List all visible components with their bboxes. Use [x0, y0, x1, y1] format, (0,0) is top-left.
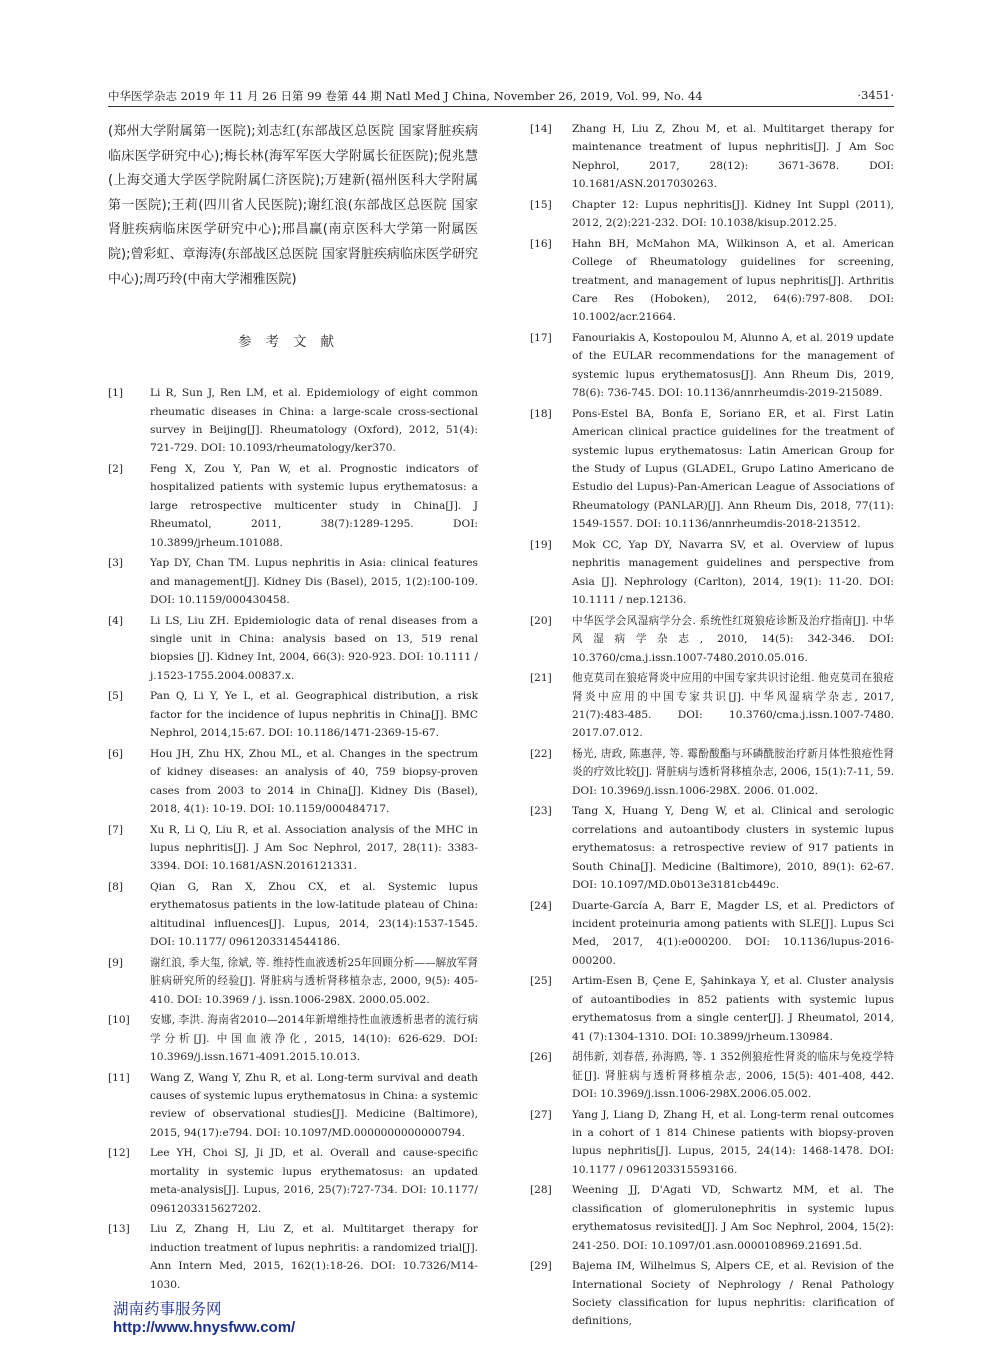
- reference-text: 胡伟新, 刘春蓓, 孙海鸥, 等. 1 352例狼疮性肾炎的临床与免疫学特征[J]. 肾脏病与透析肾移植杂志, 2006, 15(5): 401-408, 442. DOI: 10.3969/j.issn.1006-298X.2006.05.002.: [572, 1051, 894, 1100]
- reference-text: Hou JH, Zhu HX, Zhou ML, et al. Changes in the spectrum of kidney diseases: an analysis of 40, 759 biopsy-proven cases from 2003 to 2014 in China[J]. Kidney Dis (Basel), 2018, 4(1): 10-19. DOI: 10.1159/000484717.: [150, 747, 478, 816]
- reference-text: Hahn BH, McMahon MA, Wilkinson A, et al. American College of Rheumatology guidelines for screening, treatment, and management of lupus nephritis[J]. Arthritis Care Res (Hoboken), 2012, 64(6):797-808. DOI: 10.1002/acr.21664.: [572, 237, 894, 324]
- reference-number: [11]: [108, 1071, 130, 1084]
- left-column: [108, 120, 478, 1296]
- reference-list-right: [530, 120, 894, 1331]
- reference-item: [108, 745, 478, 819]
- reference-number: [16]: [530, 237, 552, 250]
- reference-item: [530, 669, 894, 743]
- reference-item: [530, 1181, 894, 1255]
- reference-number: [9]: [108, 956, 124, 969]
- reference-number: [13]: [108, 1223, 130, 1236]
- reference-item: [108, 1011, 478, 1066]
- reference-number: [19]: [530, 538, 552, 551]
- journal-citation-header: 中华医学杂志 2019 年 11 月 26 日第 99 卷第 44 期 Natl Med J China, November 26, 2019, Vol. 99, No. 44: [108, 89, 703, 103]
- reference-text: 他克莫司在狼疮肾炎中应用的中国专家共识讨论组. 他克莫司在狼疮肾炎中应用的中国专家共识[J]. 中华风湿病学杂志, 2017, 21(7):483-485. DOI: 10.3760/cma.j.issn.1007-7480. 2017.07.012.: [572, 672, 894, 740]
- reference-number: [17]: [530, 332, 552, 345]
- reference-number: [22]: [530, 747, 552, 760]
- reference-text: Wang Z, Wang Y, Zhu R, et al. Long-term survival and death causes of systemic lupus erythematosus in China: a systemic review of observational studies[J]. Medicine (Baltimore), 2015, 94(17):e794. DOI: 10.1097/MD.0000000000000794.: [150, 1071, 478, 1139]
- reference-item: [530, 745, 894, 800]
- reference-list-left: [108, 384, 478, 1294]
- reference-number: [5]: [108, 690, 124, 703]
- reference-number: [23]: [530, 805, 552, 818]
- author-affiliations-text: (郑州大学附属第一医院);刘志红(东部战区总医院 国家肾脏疾病临床医学研究中心);梅长林(海军军医大学附属长征医院);倪兆慧(上海交通大学医学院附属仁济医院);万建新(福州医科大学附属第一医院);王莉(四川省人民医院);谢红浪(东部战区总医院 国家肾脏疾病临床医学研究中心);邢昌赢(南京医科大学第一附属医院);曾彩虹、章海涛(东部战区总医院 国家肾脏疾病临床医学研究中心);周巧玲(中南大学湘雅医院): [108, 124, 478, 287]
- reference-item: [530, 612, 894, 667]
- reference-number: [26]: [530, 1051, 552, 1064]
- reference-text: Zhang H, Liu Z, Zhou M, et al. Multitarget therapy for maintenance treatment of lupus nephritis[J]. J Am Soc Nephrol, 2017, 28(12): 3671-3678. DOI: 10.1681/ASN.2017030263.: [572, 123, 894, 191]
- reference-number: [20]: [530, 614, 552, 627]
- reference-item: [530, 972, 894, 1046]
- reference-text: Feng X, Zou Y, Pan W, et al. Prognostic indicators of hospitalized patients with systemic lupus erythematosus: a large retrospective multicenter study in China[J]. J Rheumatol, 2011, 38(7):1289-1295. DOI: 10.3899/jrheum.101088.: [150, 462, 478, 549]
- right-column: [530, 120, 894, 1333]
- reference-text: 谢红浪, 季大玺, 徐斌, 等. 维持性血液透析25年回顾分析——解放军肾脏病研究所的经验[J]. 肾脏病与透析肾移植杂志, 2000, 9(5): 405-410. DOI: 10.3969 / j. issn.1006-298X. 2000.05.002.: [150, 956, 478, 1006]
- reference-number: [25]: [530, 975, 552, 988]
- reference-item: [108, 954, 478, 1009]
- reference-item: [530, 405, 894, 534]
- reference-item: [530, 196, 894, 233]
- reference-number: [29]: [530, 1260, 552, 1273]
- reference-number: [10]: [108, 1014, 130, 1027]
- reference-text: Liu Z, Zhang H, Liu Z, et al. Multitarget therapy for induction treatment of lupus nephritis: a randomized trial[J]. Ann Intern Med, 2015, 162(1):18-26. DOI: 10.7326/M14-1030.: [150, 1223, 478, 1291]
- reference-number: [7]: [108, 823, 124, 836]
- reference-text: 安娜, 李洪. 海南省2010—2014年新增维持性血液透析患者的流行病学分析[J]. 中国血液净化, 2015, 14(10): 626-629. DOI: 10.3969/j.issn.1671-4091.2015.10.013.: [150, 1014, 478, 1064]
- reference-number: [8]: [108, 881, 124, 894]
- reference-item: [108, 554, 478, 609]
- reference-number: [4]: [108, 614, 124, 627]
- reference-number: [6]: [108, 747, 124, 760]
- reference-text: Lee YH, Choi SJ, Ji JD, et al. Overall and cause-specific mortality in systemic lupus erythematosus: an updated meta-analysis[J]. Lupus, 2016, 25(7):727-734. DOI: 10.1177/ 0961203315627202.: [150, 1147, 478, 1215]
- reference-text: Fanouriakis A, Kostopoulou M, Alunno A, et al. 2019 update of the EULAR recommendations for the management of systemic lupus erythematosus[J]. Ann Rheum Dis, 2019, 78(6): 736-745. DOI: 10.1136/annrheumdis-2019-215089.: [572, 332, 894, 400]
- reference-number: [15]: [530, 198, 552, 211]
- reference-item: [108, 878, 478, 952]
- reference-number: [2]: [108, 462, 124, 475]
- reference-text: 杨光, 唐政, 陈惠萍, 等. 霉酚酸酯与环磷酰胺治疗新月体性狼疮性肾炎的疗效比较[J]. 肾脏病与透析肾移植杂志, 2006, 15(1):7-11, 59. DOI: 10.3969/j.issn.1006-298X. 2006. 01.002.: [572, 747, 894, 797]
- reference-text: Yang J, Liang D, Zhang H, et al. Long-term renal outcomes in a cohort of 1 814 Chinese patients with biopsy-proven lupus nephritis[J]. Lupus, 2015, 24(14): 1468-1478. DOI: 10.1177 / 0961203315593166.: [572, 1108, 894, 1176]
- reference-item: [108, 612, 478, 686]
- reference-text: Chapter 12: Lupus nephritis[J]. Kidney Int Suppl (2011), 2012, 2(2):221-232. DOI: 10.1038/kisup.2012.25.: [572, 198, 894, 230]
- reference-text: Xu R, Li Q, Liu R, et al. Association analysis of the MHC in lupus nephritis[J]. J Am Soc Nephrol, 2017, 28(11): 3383-3394. DOI: 10.1681/ASN.2016121331.: [150, 823, 478, 873]
- reference-number: [27]: [530, 1108, 552, 1121]
- reference-text: Artim-Esen B, Çene E, Şahinkaya Y, et al. Cluster analysis of autoantibodies in 852 patients with systemic lupus erythematosus from a single center[J]. J Rheumatol, 2014, 41 (7):1304-1310. DOI: 10.3899/jrheum.130984.: [572, 975, 894, 1043]
- reference-text: Li LS, Liu ZH. Epidemiologic data of renal diseases from a single unit in China: analysis based on 13, 519 renal biopsies [J]. Kidney Int, 2004, 66(3): 920-923. DOI: 10.1111 / j.1523-1755.2004.00837.x.: [150, 614, 478, 682]
- reference-item: [530, 120, 894, 194]
- reference-item: [530, 329, 894, 403]
- reference-text: Duarte-García A, Barr E, Magder LS, et al. Predictors of incident proteinuria among patients with SLE[J]. Lupus Sci Med, 2017, 4(1):e000200. DOI: 10.1136/lupus-2016-000200.: [572, 899, 894, 967]
- page-number: ·3451·: [857, 88, 894, 102]
- reference-number: [1]: [108, 387, 124, 400]
- reference-item: [530, 802, 894, 894]
- reference-number: [3]: [108, 557, 124, 570]
- reference-item: [108, 1144, 478, 1218]
- reference-number: [24]: [530, 899, 552, 912]
- reference-text: 中华医学会风湿病学分会. 系统性红斑狼疮诊断及治疗指南[J]. 中华风湿病学杂志, 2010, 14(5): 342-346. DOI: 10.3760/cma.j.issn.1007-7480.2010.05.016.: [572, 614, 894, 664]
- site-url-link[interactable]: http://www.hnysfww.com/: [113, 1319, 296, 1336]
- reference-item: [530, 536, 894, 610]
- reference-text: Yap DY, Chan TM. Lupus nephritis in Asia: clinical features and management[J]. Kidney Dis (Basel), 2015, 1(2):100-109. DOI: 10.1159/000430458.: [150, 557, 478, 606]
- reference-text: Mok CC, Yap DY, Navarra SV, et al. Overview of lupus nephritis management guidelines and perspective from Asia [J]. Nephrology (Carlton), 2014, 19(1): 11-20. DOI: 10.1111 / nep.12136.: [572, 538, 894, 607]
- reference-item: [108, 1220, 478, 1294]
- reference-number: [18]: [530, 407, 552, 420]
- reference-text: Bajema IM, Wilhelmus S, Alpers CE, et al. Revision of the International Society of Nephrology / Renal Pathology Society classification for lupus nephritis: clarification of definitions,: [572, 1260, 894, 1328]
- reference-item: [530, 235, 894, 327]
- reference-text: Li R, Sun J, Ren LM, et al. Epidemiology of eight common rheumatic diseases in China: a large-scale cross-sectional survey in Beijing[J]. Rheumatology (Oxford), 2012, 51(4): 721-729. DOI: 10.1093/rheumatology/ker370.: [150, 387, 478, 455]
- reference-item: [108, 687, 478, 742]
- reference-text: Pan Q, Li Y, Ye L, et al. Geographical distribution, a risk factor for the incidence of lupus nephritis in China[J]. BMC Nephrol, 2014,15:67. DOI: 10.1186/1471-2369-15-67.: [150, 690, 478, 740]
- reference-number: [21]: [530, 672, 552, 685]
- reference-item: [530, 1106, 894, 1180]
- reference-number: [14]: [530, 123, 552, 135]
- reference-text: Qian G, Ran X, Zhou CX, et al. Systemic lupus erythematosus patients in the low-latitude plateau of China: altitudinal influences[J]. Lupus, 2014, 23(14):1537-1545. DOI: 10.1177/ 0961203314544186.: [150, 881, 478, 949]
- references-heading: 参考文献: [238, 334, 348, 351]
- reference-number: [28]: [530, 1184, 552, 1197]
- reference-number: [12]: [108, 1147, 130, 1160]
- reference-item: [530, 897, 894, 971]
- reference-item: [530, 1048, 894, 1103]
- reference-item: [108, 384, 478, 458]
- reference-item: [108, 1069, 478, 1143]
- site-name: 湖南药事服务网: [113, 1300, 222, 1318]
- reference-item: [108, 460, 478, 552]
- reference-text: Pons-Estel BA, Bonfa E, Soriano ER, et al. First Latin American clinical practice guidelines for the treatment of systemic lupus erythematosus: Latin American Group for the Study of Lupus (GLADEL, Grupo Latino Americano de Estudio del Lupus)-Pan-American League of Associations of Rheumatology (PANLAR)[J]. Ann Rheum Dis, 2018, 77(11): 1549-1557. DOI: 10.1136/annrheumdis-2018-213512.: [572, 407, 894, 531]
- reference-text: Weening JJ, D'Agati VD, Schwartz MM, et al. The classification of glomerulonephritis in systemic lupus erythematosus revisited[J]. J Am Soc Nephrol, 2004, 15(2): 241-250. DOI: 10.1097/01.asn.0000108969.21691.5d.: [572, 1184, 894, 1252]
- reference-item: [530, 1257, 894, 1331]
- reference-item: [108, 821, 478, 876]
- watermark-footer: [113, 1300, 295, 1337]
- running-header: [108, 86, 894, 107]
- reference-text: Tang X, Huang Y, Deng W, et al. Clinical and serologic correlations and autoantibody clusters in systemic lupus erythematosus: a retrospective review of 917 patients in South China[J]. Medicine (Baltimore), 2010, 89(1): 62-67. DOI: 10.1097/MD.0b013e3181cb449c.: [572, 805, 894, 891]
